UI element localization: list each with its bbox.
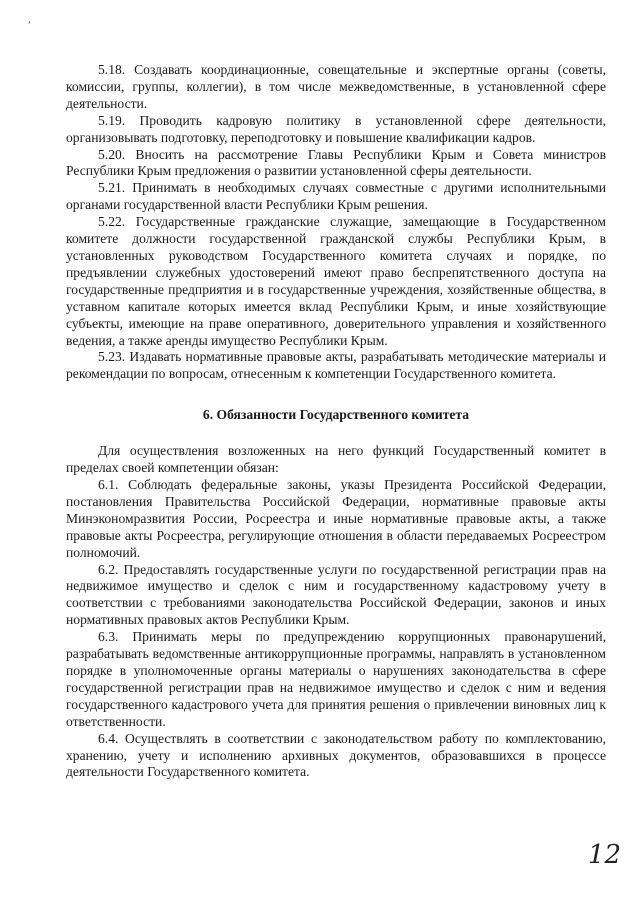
paragraph-5-20: 5.20. Вносить на рассмотрение Главы Республики Крым и Совета министров Республики Крым предложения о развитии установленной сферы деятельности. xyxy=(66,146,606,179)
section-5-paragraphs xyxy=(66,62,606,383)
paragraph-5-23: 5.23. Издавать нормативные правовые акты, разрабатывать методические материалы и рекомендации по вопросам, отнесенным к компетенции Государственного комитета. xyxy=(66,349,606,382)
section-heading: 6. Обязанности Государственного комитета xyxy=(202,407,470,423)
paragraph-6-3: 6.3. Принимать меры по предупреждению коррупционных правонарушений, разрабатывать ведомственные антикоррупционные программы, направлять в установленном порядке в уполномоченные органы материалы о нарушениях законодательства в сфере государственной регистрации прав на недвижимое имущество и сделок с ним и ведения государственного кадастрового учета для принятия решения о привлечении виновных лиц к ответственности. xyxy=(66,629,606,729)
page-number: 12 xyxy=(588,840,622,870)
paragraph-6-1: 6.1. Соблюдать федеральные законы, указы Президента Российской Федерации, постановления Правительства Российской Федерации, нормативные правовые акты Минэкономразвития России, Росреестра и иные нормативные правовые акты, а также правовые акты Росреестра, регулирующие отношения в области передаваемых Росреестром полномочий. xyxy=(66,477,606,560)
paragraph-5-18: 5.18. Создавать координационные, совещательные и экспертные органы (советы, комиссии, группы, коллегии), в том числе межведомственные, в установленной сфере деятельности. xyxy=(66,62,606,111)
paragraph-6-intro: Для осуществления возложенных на него функций Государственный комитет в пределах своей компетенции обязан: xyxy=(66,443,606,476)
paragraph-6-4: 6.4. Осуществлять в соответствии с законодательством работу по комплектованию, хранению, учету и исполнению архивных документов, образовавшихся в процессе деятельности Государственного комитета. xyxy=(66,730,606,780)
paragraph-5-19: 5.19. Проводить кадровую политику в установленной сфере деятельности, организовывать подготовку, переподготовку и повышение квалификации кадров. xyxy=(66,112,606,145)
paragraph-5-22: 5.22. Государственные гражданские служащие, замещающие в Государственном комитете должности государственной гражданской службы Республики Крым, в установленных руководством Государственного комитета случаях и порядке, по предъявлении служебных удостоверений имеют право беспрепятственного доступа на государственные предприятия и в государственные учреждения, хозяйственные общества, в уставном капитале которых имеется вклад Республики Крым, и иные хозяйствующие субъекты, имеющие на праве оперативного, доверительного управления и хозяйственного ведения, а также аренды имущество Республики Крым. xyxy=(66,214,606,348)
paragraph-6-2: 6.2. Предоставлять государственные услуги по государственной регистрации прав на недвижимое имущество и сделок с ним и государственному кадастровому учету в соответствии с требованиями законодательства Российской Федерации, законов и иных нормативных правовых актов Республики Крым. xyxy=(66,561,606,628)
document-page xyxy=(66,62,606,781)
scan-mark: ‘ xyxy=(28,20,32,31)
paragraph-5-21: 5.21. Принимать в необходимых случаях совместные с другими исполнительными органами государственной власти Республики Крым решения. xyxy=(66,180,606,213)
section-6-paragraphs xyxy=(66,443,606,781)
